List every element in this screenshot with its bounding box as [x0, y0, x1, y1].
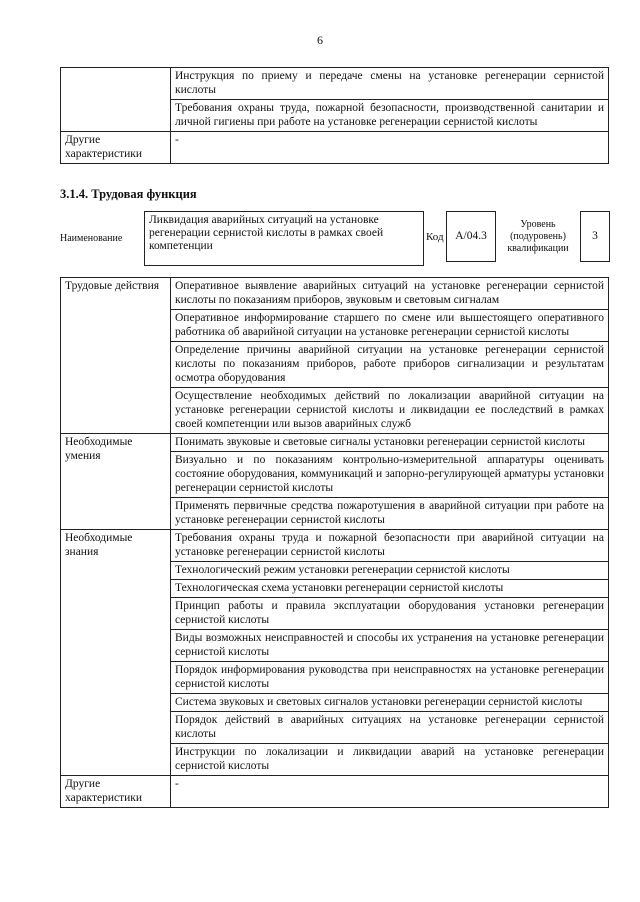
- row-label: Другие характеристики: [61, 132, 171, 164]
- page-number: 6: [317, 33, 323, 47]
- table-cell: Инструкции по локализации и ликвидации аварий на установке регенерации сернистой кислоты: [171, 744, 609, 776]
- table-cell: Принцип работы и правила эксплуатации оборудования установки регенерации сернистой кислоты: [171, 598, 609, 630]
- table-cell: Требования охраны труда, пожарной безопасности, производственной санитарии и личной гигиены при работе на установке регенерации сернистой кислоты: [171, 100, 609, 132]
- table-row: [61, 776, 609, 808]
- table-cell: Понимать звуковые и световые сигналы установки регенерации сернистой кислоты: [171, 434, 609, 452]
- table-cell: Определение причины аварийной ситуации на установке регенерации сернистой кислоты по показаниям приборов, работе приборов сигнализации и результатам осмотра оборудования: [171, 342, 609, 388]
- row-label: Трудовые действия: [61, 278, 171, 434]
- name-label: Наименование: [60, 233, 123, 244]
- row-label: Необходимые умения: [61, 434, 171, 530]
- table-row: [61, 434, 609, 452]
- row-label: [61, 68, 171, 132]
- table-cell: Применять первичные средства пожаротушения в аварийной ситуации при работе на установке регенерации сернистой кислоты: [171, 498, 609, 530]
- table-cell: Технологический режим установки регенерации сернистой кислоты: [171, 562, 609, 580]
- row-label: Необходимые знания: [61, 530, 171, 776]
- table-cell: Оперативное выявление аварийных ситуаций на установке регенерации сернистой кислоты по показаниям приборов, звуковым и световым сигналам: [171, 278, 609, 310]
- table-cell: Требования охраны труда и пожарной безопасности при аварийной ситуации на установке регенерации сернистой кислоты: [171, 530, 609, 562]
- table-cell: Порядок информирования руководства при неисправностях на установке регенерации сернистой кислоты: [171, 662, 609, 694]
- table-cell: Инструкция по приему и передаче смены на установке регенерации сернистой кислоты: [171, 68, 609, 100]
- code-value: A/04.3: [446, 211, 496, 262]
- table-row: [61, 132, 609, 164]
- table-cell: Визуально и по показаниям контрольно-измерительной аппаратуры оценивать состояние оборудования, коммуникаций и запорно-регулирующей арматуры установки регенерации сернистой кислоты: [171, 452, 609, 498]
- top-table: [60, 67, 609, 164]
- table-cell: -: [171, 776, 609, 808]
- section-title: 3.1.4. Трудовая функция: [60, 187, 197, 201]
- table-cell: Порядок действий в аварийных ситуациях на установке регенерации сернистой кислоты: [171, 712, 609, 744]
- table-row: [61, 278, 609, 310]
- table-cell: Осуществление необходимых действий по локализации аварийной ситуации на установке регенерации сернистой кислоты и ликвидации ее последствий в рамках своей компетенции или вызов аварийных служб: [171, 388, 609, 434]
- table-row: [61, 530, 609, 562]
- table-cell: Система звуковых и световых сигналов установки регенерации сернистой кислоты: [171, 694, 609, 712]
- main-table: [60, 277, 609, 808]
- name-value: Ликвидация аварийных ситуаций на установке регенерации сернистой кислоты в рамках своей компетенции: [144, 211, 424, 266]
- table-cell: Технологическая схема установки регенерации сернистой кислоты: [171, 580, 609, 598]
- code-label: Код: [426, 231, 444, 243]
- table-cell: -: [171, 132, 609, 164]
- level-value: 3: [580, 211, 610, 262]
- table-row: [61, 68, 609, 100]
- table-cell: Виды возможных неисправностей и способы их устранения на установке регенерации сернистой кислоты: [171, 630, 609, 662]
- table-cell: Оперативное информирование старшего по смене или вышестоящего оперативного работника об аварийной ситуации на установке регенерации сернистой кислоты: [171, 310, 609, 342]
- function-header: [60, 211, 608, 263]
- row-label: Другие характеристики: [61, 776, 171, 808]
- level-label: Уровень (подуровень) квалификации: [507, 219, 569, 254]
